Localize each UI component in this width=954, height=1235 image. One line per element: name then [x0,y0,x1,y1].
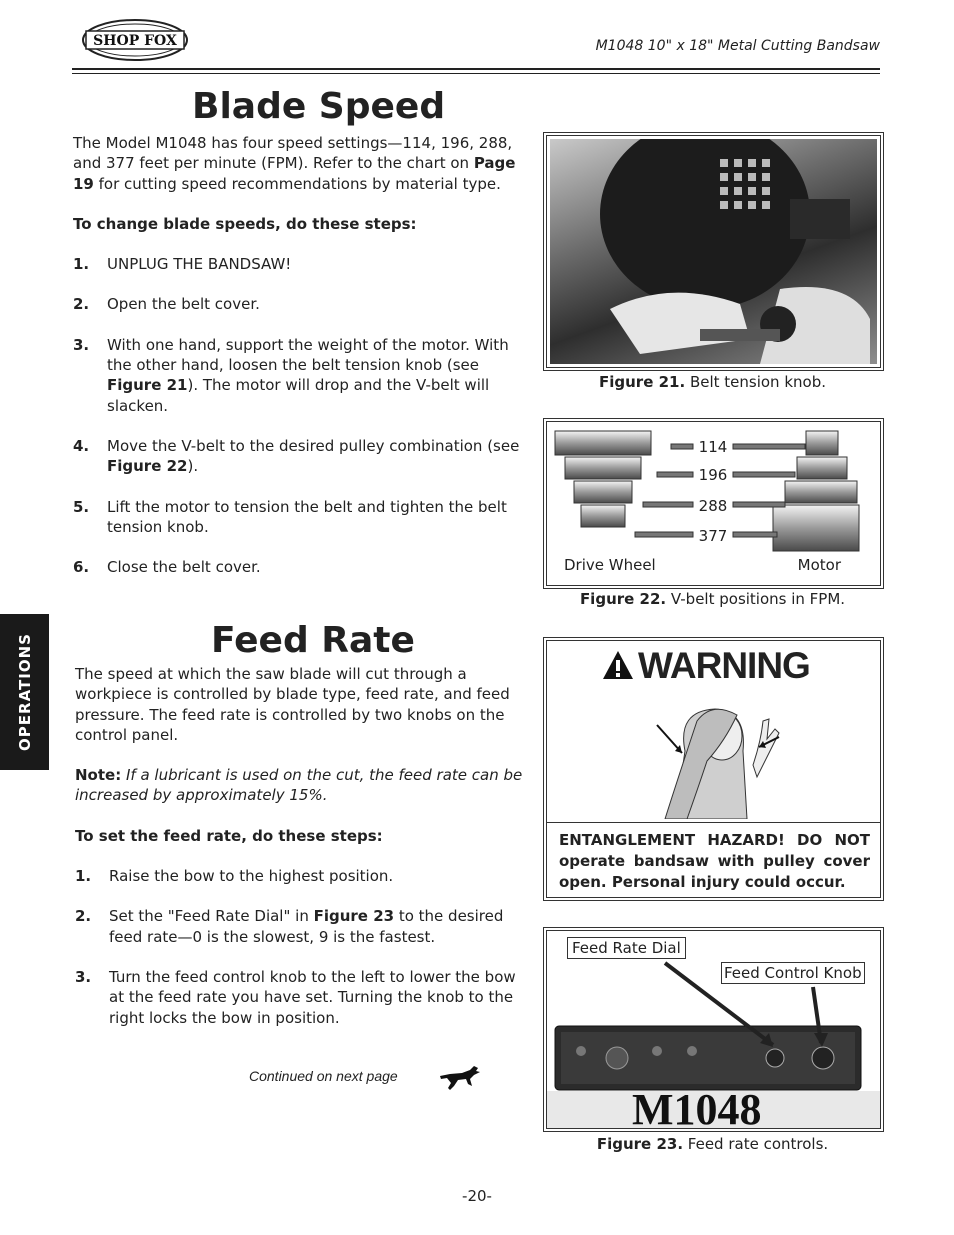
section-tab-label: OPERATIONS [16,633,34,751]
feed-steps-heading: To set the feed rate, do these steps: [75,826,383,845]
blade-step: 4. Move the V-belt to the desired pulley combination (see Figure 22). [73,436,520,476]
figure-21-frame [546,135,881,368]
feed-rate-intro: The speed at which the saw blade will cut through a workpiece is controlled by blade type, feed rate, and feed pressure. The feed rate is controlled by two knobs on the control panel. [75,665,510,744]
blade-speed-section [73,133,523,577]
page-19-reference[interactable]: Page 19 [73,154,516,193]
blade-step: 3. With one hand, support the weight of the motor. With the other hand, loosen the belt tension knob (see Figure 21). The motor will drop and the V-belt will slacken. [73,335,509,415]
figure-21-caption: Figure 21. Belt tension knob. [599,373,826,391]
running-fox-icon [438,1062,482,1094]
feed-rate-heading: Feed Rate [211,620,415,661]
blade-step: 5. Lift the motor to tension the belt and tighten the belt tension knob. [73,497,507,536]
blade-steps-heading: To change blade speeds, do these steps: [73,214,417,233]
header-rule-thin [72,73,880,74]
feed-rate-note: Note: If a lubricant is used on the cut, the feed rate can be increased by approximately 15%. [75,766,523,805]
section-tab [0,614,49,770]
feed-step: 2. Set the "Feed Rate Dial" in Figure 23 to the desired feed rate—0 is the slowest, 9 is the fastest. [75,907,504,946]
header-rule [72,68,880,70]
figure-23-frame [546,930,881,1129]
warning-box [546,640,881,898]
blade-step: 6. Close the belt cover. [73,558,261,577]
belt-tension-knob-photo [550,139,877,364]
page-number: -20- [462,1187,492,1205]
figure-22-frame [546,421,881,586]
blade-step: 1. UNPLUG THE BANDSAW! [73,255,292,274]
warning-title: WARNING [638,645,810,686]
drive-wheel-label: Drive Wheel [564,556,656,574]
entanglement-illustration [547,681,880,819]
figure-22-caption: Figure 22. V-belt positions in FPM. [579,590,846,608]
feed-rate-section [75,664,525,1028]
panel-model-label: M1048 [632,1085,762,1128]
pulley-diagram [547,422,880,585]
warning-divider [547,822,880,823]
speed-288-label: 288 [698,497,728,515]
continued-note: Continued on next page [249,1068,398,1084]
speed-114-label: 114 [698,438,728,456]
feed-rate-dial-callout: Feed Rate Dial [567,937,686,959]
feed-step: 3. Turn the feed control knob to the left to lower the bow at the feed rate you have set. Turning the knob to the right locks the bow in position. [75,967,516,1027]
blade-step: 2. Open the belt cover. [73,295,260,314]
manual-title: M1048 10" x 18" Metal Cutting Bandsaw [595,38,880,54]
figure-22-reference[interactable]: Figure 22 [107,457,188,476]
speed-196-label: 196 [698,466,728,484]
feed-step: 1. Raise the bow to the highest position. [75,867,394,886]
blade-speed-heading: Blade Speed [192,86,446,127]
figure-23-reference[interactable]: Figure 23 [313,907,395,926]
figure-23-caption: Figure 23. Feed rate controls. [596,1135,829,1153]
logo-text: SHOP FOX [93,33,177,49]
feed-control-knob-callout: Feed Control Knob [721,962,865,984]
control-panel-photo [547,931,880,1128]
blade-speed-intro: The Model M1048 has four speed settings—114, 196, 288, and 377 feet per minute (FPM). Refer to the chart on Page 19 for cutting speed recommendations by material type. [73,134,516,193]
warning-triangle-icon [601,649,635,681]
speed-377-label: 377 [698,527,728,545]
motor-label: Motor [797,556,841,574]
shop-fox-logo [82,18,188,62]
figure-21-reference[interactable]: Figure 21 [107,376,188,395]
warning-text: ENTANGLEMENT HAZARD! DO NOT operate bandsaw with pulley cover open. Personal injury could occur. [559,831,870,891]
